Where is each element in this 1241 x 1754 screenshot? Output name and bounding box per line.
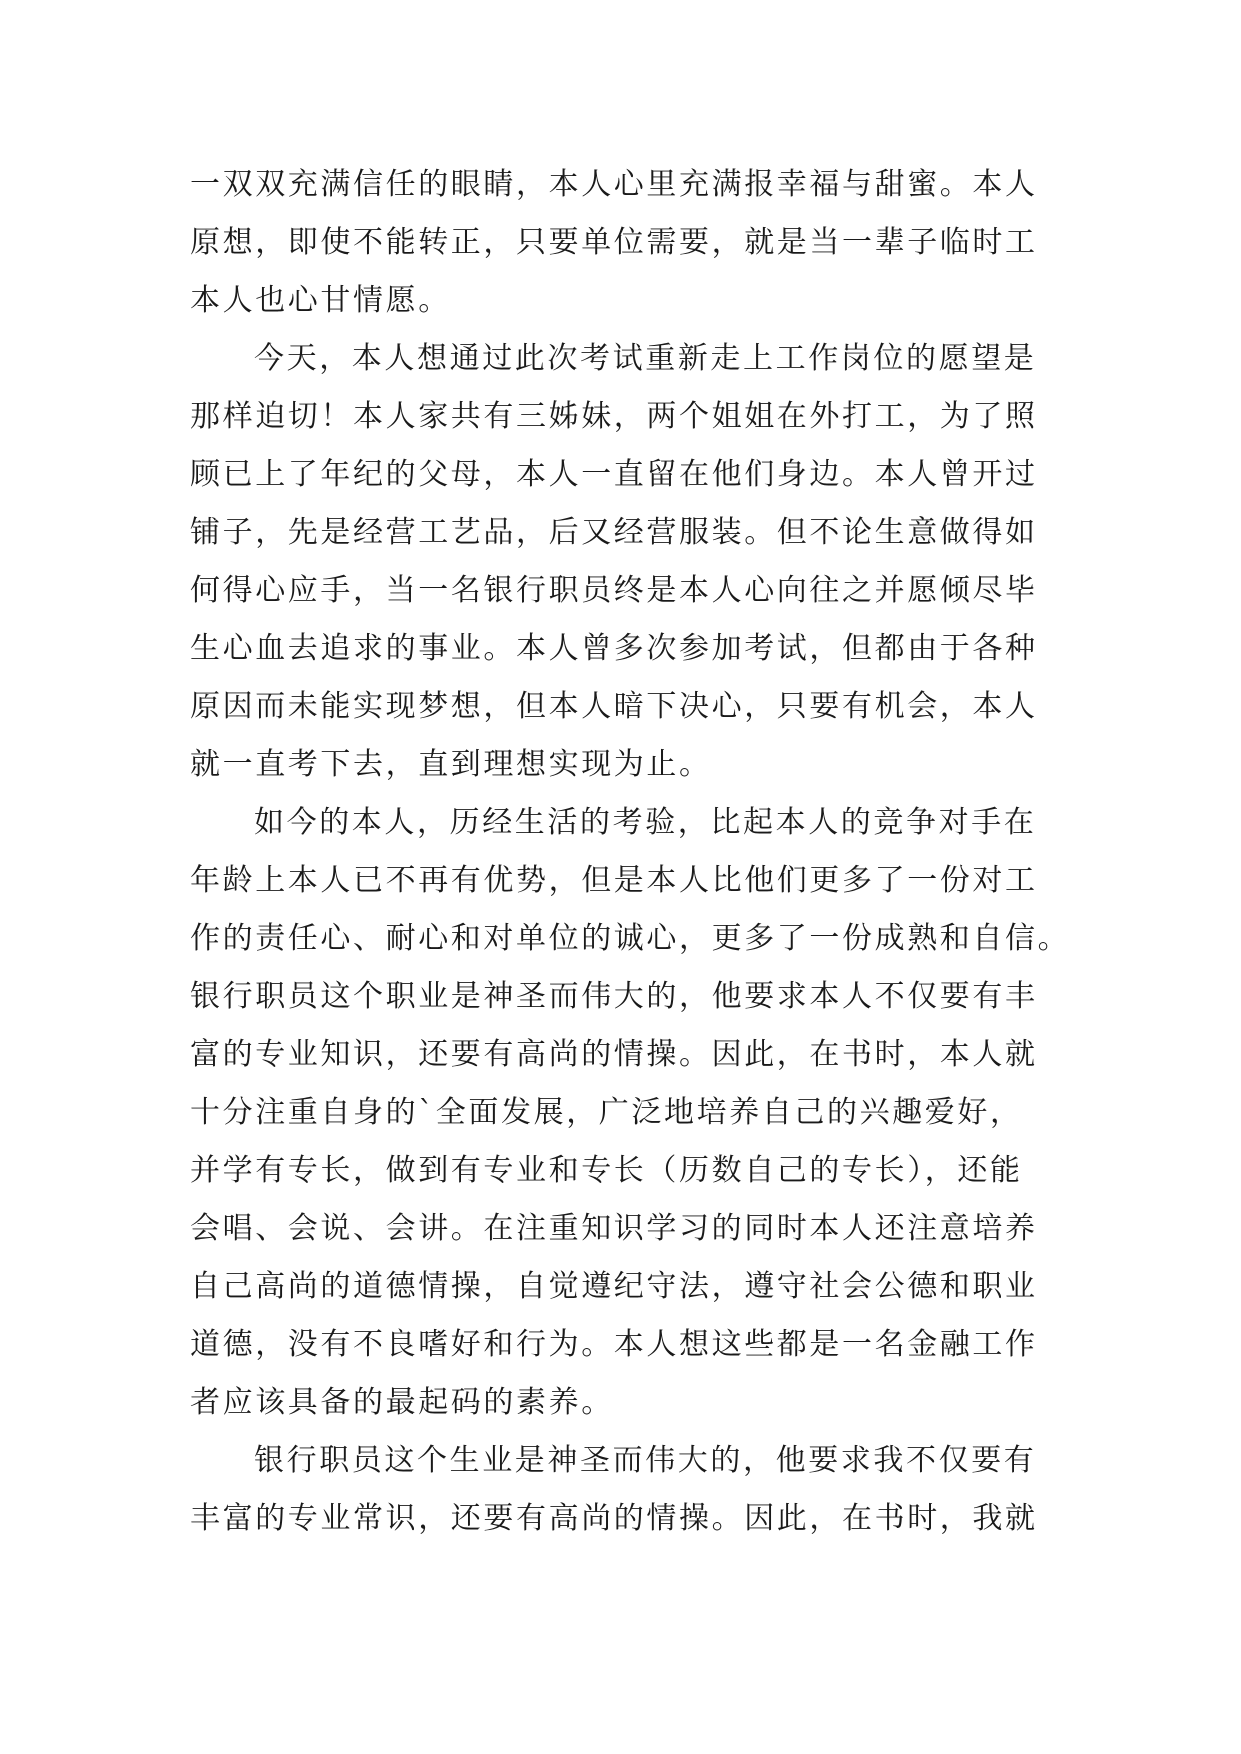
text-line: 年龄上本人已不再有优势，但是本人比他们更多了一份对工 xyxy=(190,863,1038,898)
text-line: 那样迫切！本人家共有三姊妹，两个姐姐在外打工，为了照 xyxy=(190,399,1038,434)
text-line: 并学有专长，做到有专业和专长（历数自己的专长），还能 xyxy=(190,1153,1023,1188)
text-line: 银行职员这个职业是神圣而伟大的，他要求本人不仅要有丰 xyxy=(190,979,1038,1014)
document-body xyxy=(190,156,1071,1548)
paragraph-first-line: 银行职员这个生业是神圣而伟大的，他要求我不仅要有 xyxy=(254,1443,1037,1478)
text-line: 生心血去追求的事业。本人曾多次参加考试，但都由于各种 xyxy=(190,631,1038,666)
text-line: 原想，即使不能转正，只要单位需要，就是当一辈子临时工 xyxy=(190,225,1038,260)
text-line: 作的责任心、耐心和对单位的诚心，更多了一份成熟和自信。 xyxy=(190,921,1071,956)
text-line: 就一直考下去，直到理想实现为止。 xyxy=(190,747,712,782)
text-line: 丰富的专业常识，还要有高尚的情操。因此，在书时，我就 xyxy=(190,1501,1038,1536)
paragraph-first-line: 如今的本人，历经生活的考验，比起本人的竞争对手在 xyxy=(254,805,1037,840)
text-line: 十分注重自身的`全面发展，广泛地培养自己的兴趣爱好， xyxy=(190,1095,1023,1130)
text-line: 何得心应手，当一名银行职员终是本人心向往之并愿倾尽毕 xyxy=(190,573,1038,608)
text-line: 一双双充满信任的眼睛，本人心里充满报幸福与甜蜜。本人 xyxy=(190,167,1038,202)
text-line: 本人也心甘情愿。 xyxy=(190,283,451,318)
text-line: 原因而未能实现梦想，但本人暗下决心，只要有机会，本人 xyxy=(190,689,1038,724)
text-line: 铺子，先是经营工艺品，后又经营服装。但不论生意做得如 xyxy=(190,515,1038,550)
text-line: 者应该具备的最起码的素养。 xyxy=(190,1385,614,1420)
paragraph-first-line: 今天，本人想通过此次考试重新走上工作岗位的愿望是 xyxy=(254,341,1037,376)
text-line: 道德，没有不良嗜好和行为。本人想这些都是一名金融工作 xyxy=(190,1327,1038,1362)
text-line: 顾已上了年纪的父母，本人一直留在他们身边。本人曾开过 xyxy=(190,457,1038,492)
text-line: 会唱、会说、会讲。在注重知识学习的同时本人还注意培养 xyxy=(190,1211,1038,1246)
text-line: 富的专业知识，还要有高尚的情操。因此，在书时，本人就 xyxy=(190,1037,1038,1072)
text-line: 自己高尚的道德情操，自觉遵纪守法，遵守社会公德和职业 xyxy=(190,1269,1038,1304)
